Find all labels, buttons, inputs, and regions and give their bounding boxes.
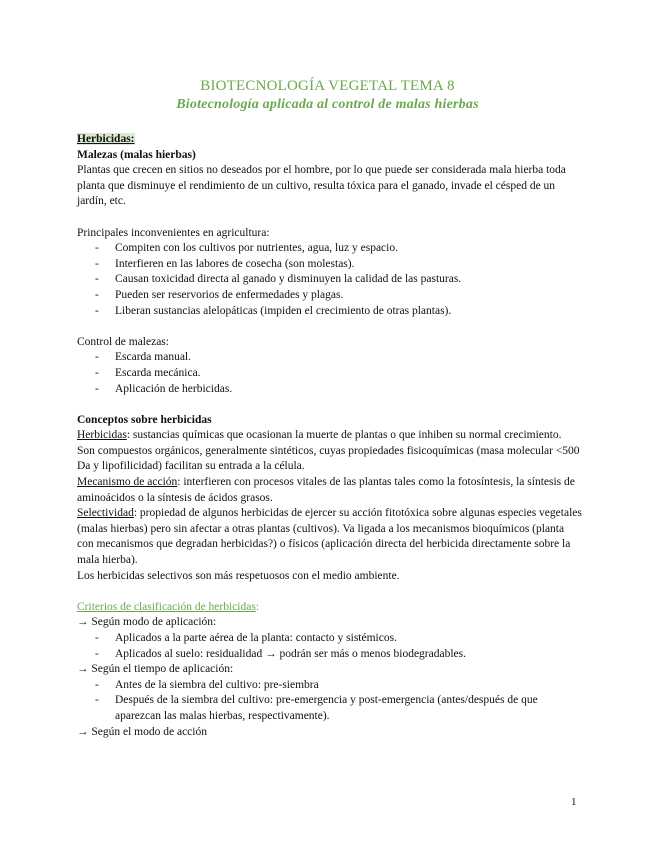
term-selectividad: Selectividad xyxy=(77,507,134,520)
list-item: - Escarda manual. xyxy=(95,350,582,366)
mecanismo-definition xyxy=(77,475,582,506)
section-heading-conceptos: Conceptos sobre herbicidas xyxy=(77,413,212,426)
inconvenientes-list xyxy=(77,241,582,319)
list-item: - Compiten con los cultivos por nutrientes, agua, luz y espacio. xyxy=(95,241,582,257)
document-title: BIOTECNOLOGÍA VEGETAL TEMA 8 xyxy=(200,78,455,94)
control-intro: Control de malezas: xyxy=(77,335,169,348)
list-item: - Aplicados a la parte aérea de la planta: contacto y sistémicos. xyxy=(95,631,582,647)
herbicidas-heading-text: Herbicidas: xyxy=(77,133,135,145)
inconvenientes-intro: Principales inconvenientes en agricultura: xyxy=(77,226,270,239)
criterio-modo-aplicacion: → Según modo de aplicación: xyxy=(77,616,217,629)
document-body xyxy=(77,132,582,740)
control-list xyxy=(77,350,582,397)
term-herbicidas: Herbicidas xyxy=(77,429,127,442)
list-item: - Escarda mecánica. xyxy=(95,366,582,382)
herbicidas-definition xyxy=(77,428,582,475)
malezas-paragraph: Plantas que crecen en sitios no deseados por el hombre, por lo que puede ser considerada mala hierba toda planta que disminuye el rendimiento de un cultivo, resulta tóxica para el ganado, invade el césped de un jardín, etc. xyxy=(77,164,566,208)
selectividad-def-text: : propiedad de algunos herbicidas de ejercer su acción fitotóxica sobre algunas especies vegetales (malas hierbas) pero sin afectar a otras plantas (cultivos). Va ligada a los mecanismos bioquímicos (planta con mecanismos que degradan herbicidas?) o físicos (aplicación directa del herbicida directamente sobre la mala hierba). xyxy=(77,507,582,567)
document-subtitle: Biotecnología aplicada al control de malas hierbas xyxy=(176,97,479,112)
list-item: - Interfieren en las labores de cosecha (son molestas). xyxy=(95,257,582,273)
list-item: - Liberan sustancias alelopáticas (impiden el crecimiento de otras plantas). xyxy=(95,304,582,320)
herbicidas-def-text: : sustancias químicas que ocasionan la muerte de plantas o que inhiben su normal crecimiento. Son compuestos orgánicos, generalmente sintéticos, cuyas propiedades fisicoquímicas (masa molecular <500 Da y lipofilicidad) facilitan su entrada a la célula. xyxy=(77,429,580,473)
tiempo-aplicacion-list xyxy=(77,678,582,725)
selectividad-definition xyxy=(77,506,582,568)
section-heading-criterios xyxy=(77,600,582,616)
criterios-heading-colon: : xyxy=(255,600,260,613)
page-number: 1 xyxy=(571,796,577,808)
criterio-tiempo-aplicacion: → Según el tiempo de aplicación: xyxy=(77,663,234,676)
list-item: - Después de la siembra del cultivo: pre-emergencia y post-emergencia (antes/después de que aparezcan las malas hierbas, respectivamente). xyxy=(95,693,582,724)
section-heading-herbicidas xyxy=(77,132,582,148)
selectivos-closing: Los herbicidas selectivos son más respetuosos con el medio ambiente. xyxy=(77,569,400,582)
term-mecanismo: Mecanismo de acción xyxy=(77,476,178,489)
modo-aplicacion-list xyxy=(77,631,582,662)
list-item: - Antes de la siembra del cultivo: pre-siembra xyxy=(95,678,582,694)
criterio-modo-accion: → Según el modo de acción xyxy=(77,725,207,738)
list-item: - Pueden ser reservorios de enfermedades y plagas. xyxy=(95,288,582,304)
subheading-malezas: Malezas (malas hierbas) xyxy=(77,148,196,161)
criterios-heading-text: Criterios de clasificación de herbicidas xyxy=(77,600,256,613)
list-item: - Aplicados al suelo: residualidad → podrán ser más o menos biodegradables. xyxy=(95,647,582,663)
mecanismo-def-text: : interfieren con procesos vitales de las plantas tales como la fotosíntesis, la síntesis de aminoácidos o la síntesis de ácidos grasos. xyxy=(77,476,575,504)
list-item: - Aplicación de herbicidas. xyxy=(95,382,582,398)
list-item: - Causan toxicidad directa al ganado y disminuyen la calidad de las pasturas. xyxy=(95,272,582,288)
